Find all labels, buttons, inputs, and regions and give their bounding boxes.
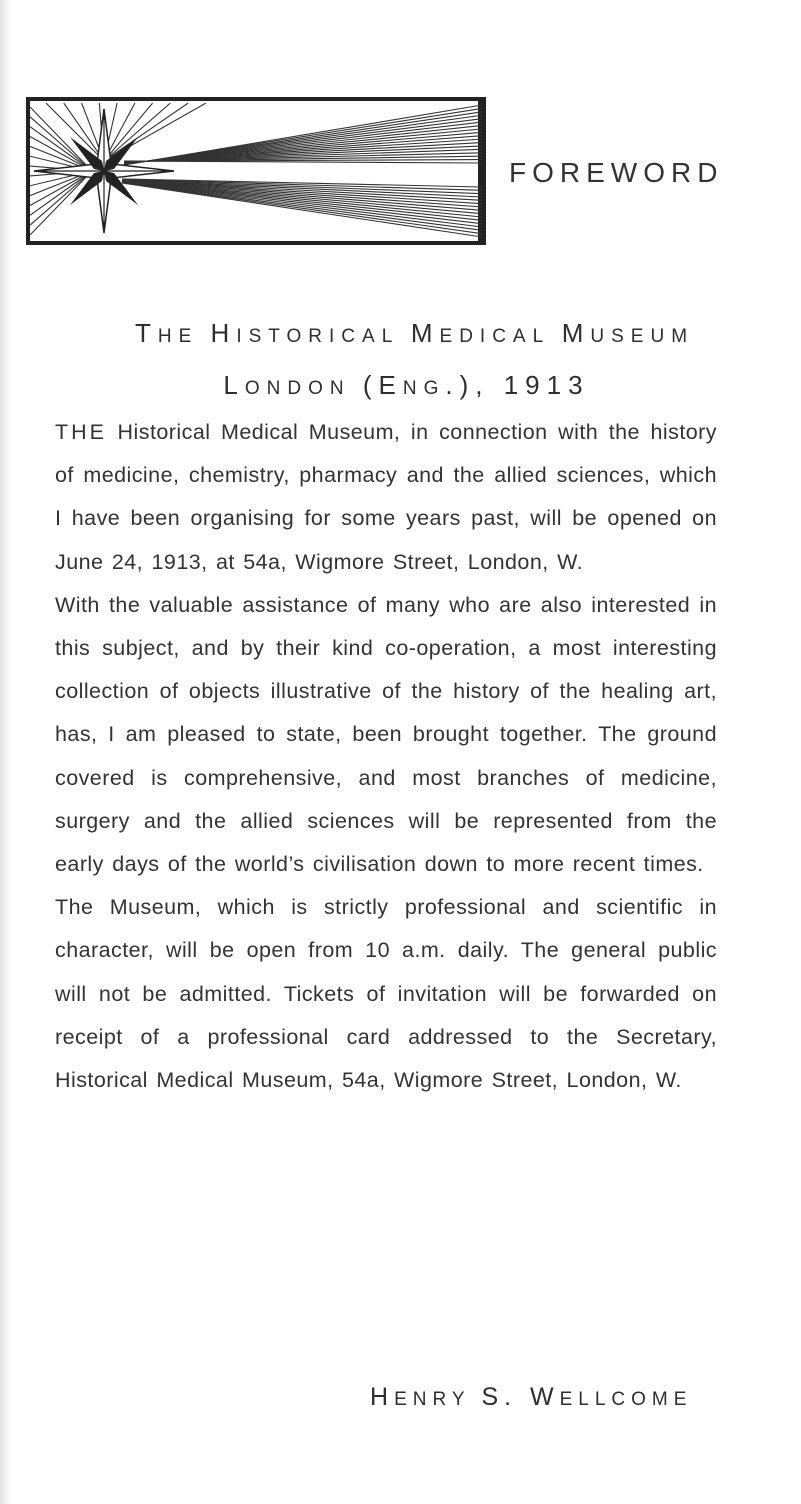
signature-smallcaps: ELLCOME bbox=[559, 1389, 693, 1410]
engraving-line bbox=[104, 103, 188, 161]
subtitle-cap: L bbox=[223, 370, 245, 400]
engraving-line bbox=[124, 161, 482, 163]
title-smallcaps: USEUM bbox=[590, 326, 695, 347]
title-cap: T bbox=[134, 318, 158, 348]
engraving-line bbox=[30, 171, 92, 235]
signature-smallcaps: ENRY bbox=[394, 1389, 482, 1410]
signature-cap: H bbox=[370, 1383, 395, 1411]
page-gutter-shadow bbox=[0, 0, 12, 1504]
signature-cap: S. W bbox=[481, 1383, 560, 1411]
title-cap: M bbox=[410, 318, 440, 348]
subtitle-cap: (E bbox=[362, 370, 403, 400]
museum-subtitle bbox=[0, 370, 801, 401]
subtitle-smallcaps: NG bbox=[402, 378, 446, 399]
title-smallcaps: HE bbox=[157, 326, 211, 347]
paragraph-collection: With the valuable assistance of many who are also interested in this subject, and by their kind co-operation, a most interesting collection of objects illustrative of the history of the healing art, has, I am pleased to state, been brought together. The ground covered is comprehensive, and most branches of medicine, surgery and the allied sciences will be represented from the early days of the world’s civilisation down to more recent times. bbox=[55, 592, 717, 877]
paragraph-opening bbox=[55, 411, 717, 584]
title-smallcaps: ISTORICAL bbox=[236, 326, 411, 347]
engraving-line bbox=[104, 103, 170, 161]
engraved-banner bbox=[26, 97, 486, 245]
engraving-line bbox=[30, 171, 92, 225]
title-cap: H bbox=[210, 318, 237, 348]
paragraph-opening-text: Historical Medical Museum, in connection with the history of medicine, chemistry, pharmacy and the allied sciences, which I have been organising for some years past, will be opened on June 24, 1913, at 54a, Wigmore Street, London, W. bbox=[55, 420, 717, 574]
engraving-line bbox=[122, 182, 482, 221]
subtitle-year: .), 1913 bbox=[445, 370, 590, 400]
foreword-heading: FOREWORD bbox=[509, 157, 724, 188]
paragraph-admission: The Museum, which is strictly professional and scientific in character, will be open from 10 a.m. daily. The general public will not be admitted. Tickets of invitation will be forwarded on receipt of a professional card addressed to the Secretary, Historical Medical Museum, 54a, Wigmore Street, London, W. bbox=[55, 895, 717, 1093]
foreword-body bbox=[55, 411, 717, 1102]
signature bbox=[370, 1383, 692, 1412]
subtitle-smallcaps: ONDON bbox=[244, 378, 363, 399]
compass-star-icon bbox=[26, 97, 486, 245]
paragraph-lead-word: THE bbox=[55, 420, 107, 444]
title-smallcaps: EDICAL bbox=[439, 326, 562, 347]
title-cap: M bbox=[561, 318, 591, 348]
engraving-line bbox=[30, 117, 92, 171]
museum-title bbox=[0, 318, 801, 349]
